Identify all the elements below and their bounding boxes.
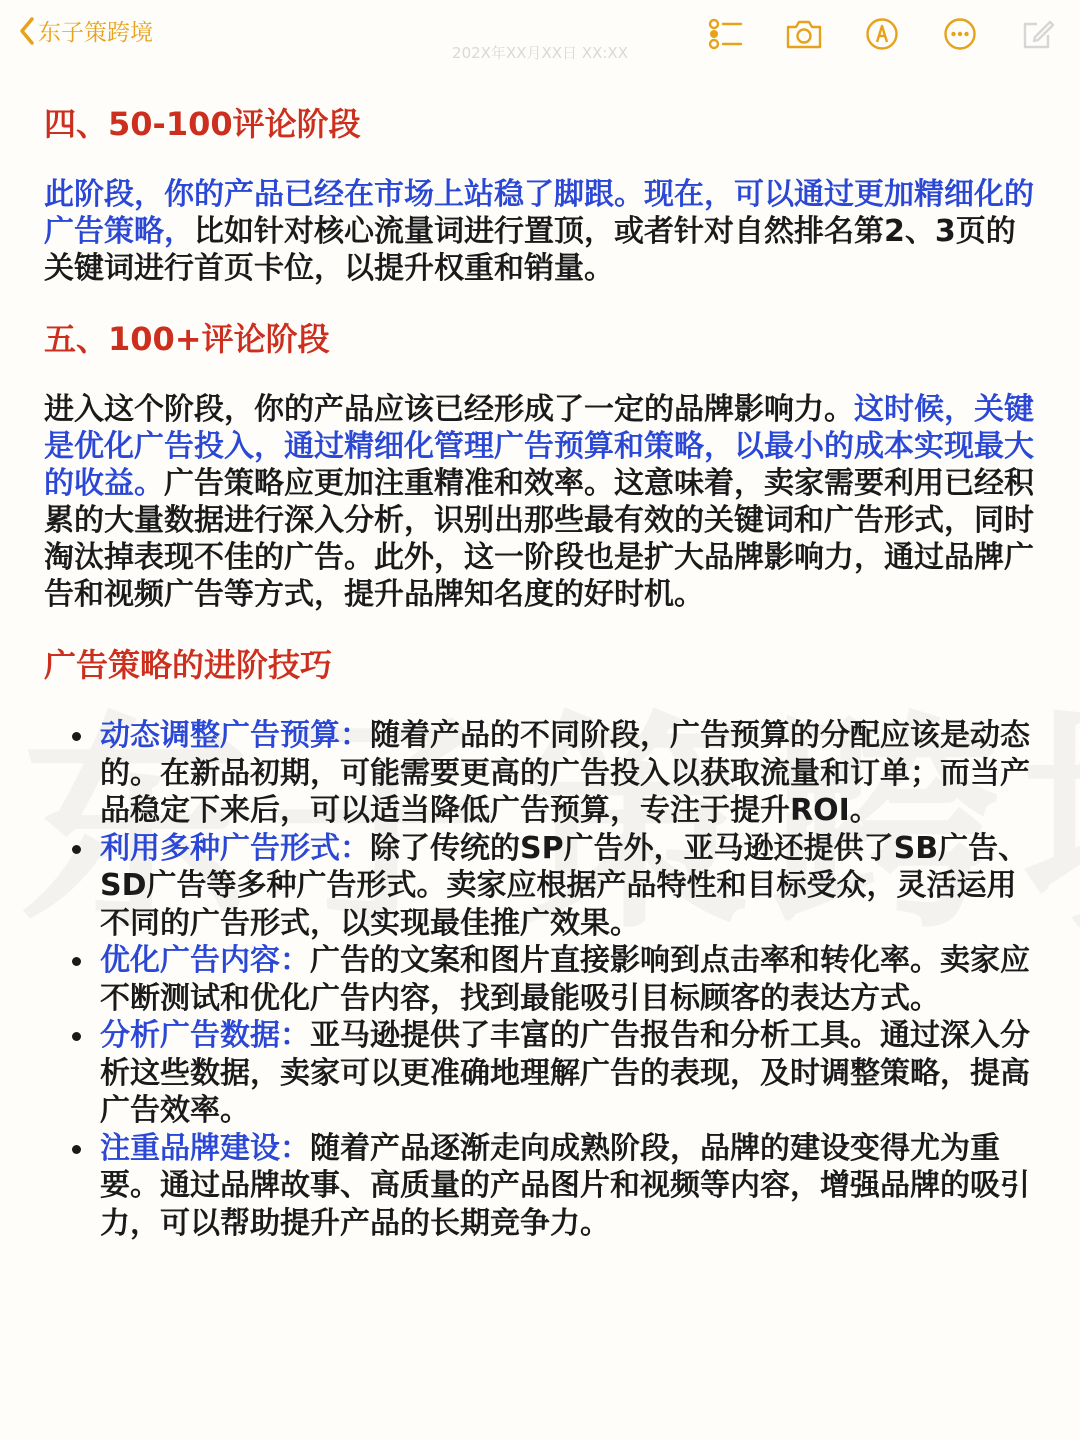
chevron-left-icon	[18, 16, 36, 46]
camera-icon[interactable]	[784, 14, 824, 54]
list-item	[44, 1130, 1036, 1243]
section-paragraph-50-100	[44, 176, 1036, 287]
section-paragraph-100-plus	[44, 391, 1036, 613]
highlight-text: 这时候，关键是优化广告投入，通过精细化管理广告预算和策略，以最小的成本实现最大的收益。	[44, 392, 1034, 501]
tip-text: 随着产品逐渐走向成熟阶段，品牌的建设变得尤为重要。通过品牌故事、高质量的产品图片和视频等内容，增强品牌的吸引力，可以帮助提升产品的长期竞争力。	[100, 1130, 1030, 1241]
section-heading-tips: 广告策略的进阶技巧	[44, 646, 333, 684]
note-body[interactable]	[44, 100, 1036, 1242]
tip-title: 分析广告数据：	[100, 1018, 310, 1053]
section-heading-100-plus: 五、100+评论阶段	[44, 320, 330, 358]
top-bar	[0, 0, 1080, 70]
tip-title: 注重品牌建设：	[100, 1130, 310, 1166]
note-date: 202X年XX月XX日 XX:XX	[452, 44, 628, 62]
section-heading-50-100: 四、50-100评论阶段	[44, 105, 361, 143]
tip-text: 随着产品的不同阶段，广告预算的分配应该是动态的。在新品初期，可能需要更高的广告投入以获取流量和订单；而当产品稳定下来后，可以适当降低广告预算，专注于提升ROI。	[100, 718, 1030, 828]
tip-text: 广告的文案和图片直接影响到点击率和转化率。卖家应不断测试和优化广告内容，找到最能吸引目标顾客的表达方式。	[100, 943, 1030, 1016]
tip-title: 动态调整广告预算：	[100, 718, 370, 753]
tip-title: 利用多种广告形式：	[100, 830, 370, 866]
tips-list	[44, 717, 1036, 1242]
markup-pen-icon[interactable]	[862, 14, 902, 54]
list-item	[44, 1017, 1036, 1130]
compose-icon[interactable]	[1018, 14, 1058, 54]
more-icon[interactable]	[940, 14, 980, 54]
tip-text: 除了传统的SP广告外，亚马逊还提供了SB广告、SD广告等多种广告形式。卖家应根据产品特性和目标受众，灵活运用不同的广告形式，以实现最佳推广效果。	[100, 830, 1029, 941]
toolbar	[706, 14, 1058, 54]
tip-title: 优化广告内容：	[100, 943, 310, 978]
highlight-text: 此阶段，你的产品已经在市场上站稳了脚跟。现在，可以通过更加精细化的广告策略，	[44, 177, 1034, 249]
list-item	[44, 830, 1036, 943]
back-label: 东子策跨境	[38, 20, 153, 46]
checklist-icon[interactable]	[706, 14, 746, 54]
tip-text: 亚马逊提供了丰富的广告报告和分析工具。通过深入分析这些数据，卖家可以更准确地理解广告的表现，及时调整策略，提高广告效率。	[100, 1018, 1030, 1128]
list-item	[44, 942, 1036, 1017]
body-text: 比如针对核心流量词进行置顶，或者针对自然排名第2、3页的关键词进行首页卡位，以提升权重和销量。	[44, 214, 1016, 286]
list-item	[44, 717, 1036, 830]
body-text: 广告策略应更加注重精准和效率。这意味着，卖家需要利用已经积累的大量数据进行深入分析，识别出那些最有效的关键词和广告形式，同时淘汰掉表现不佳的广告。此外，这一阶段也是扩大品牌影响力，通过品牌广告和视频广告等方式，提升品牌知名度的好时机。	[44, 466, 1034, 612]
body-text: 进入这个阶段，你的产品应该已经形成了一定的品牌影响力。	[44, 392, 854, 427]
